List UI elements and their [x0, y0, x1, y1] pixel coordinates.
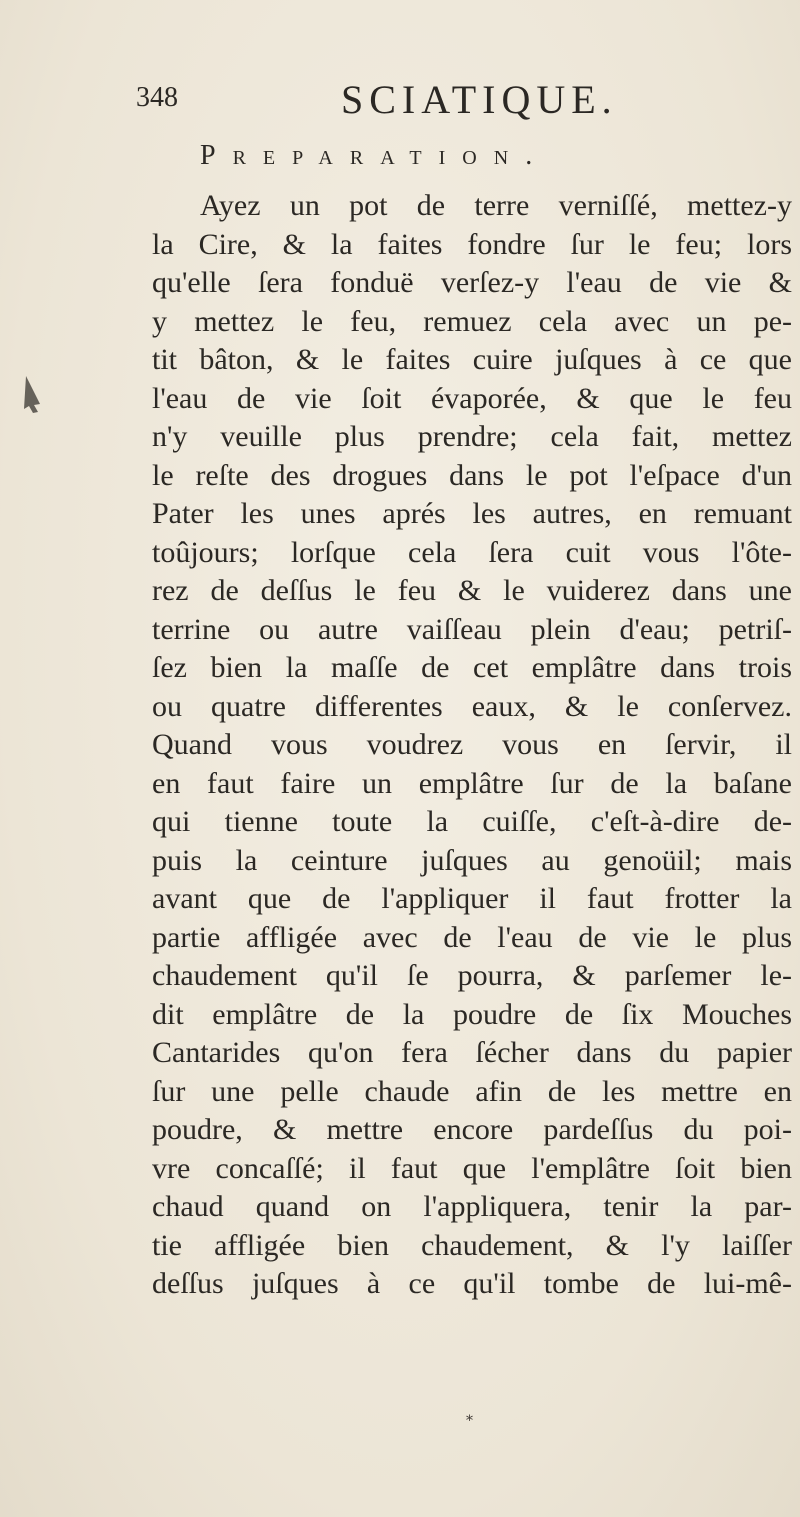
text-line: Cantarides qu'on fera ſécher dans du papier	[152, 1036, 792, 1069]
page-header	[136, 76, 776, 136]
text-line: l'eau de vie ſoit évaporée, & que le feu	[152, 381, 792, 415]
section-title: Preparation.	[200, 140, 550, 171]
text-line: chaud quand on l'appliquera, tenir la par-	[152, 1190, 792, 1223]
text-line: rez de deſſus le feu & le vuiderez dans une	[152, 574, 792, 607]
running-head: SCIATIQUE.	[341, 77, 618, 122]
text-line: n'y veuille plus prendre; cela fait, mettez	[152, 420, 792, 453]
text-line: ſez bien la maſſe de cet emplâtre dans trois	[152, 651, 792, 684]
text-line: Pater les unes aprés les autres, en remuant	[152, 497, 792, 530]
text-line: en faut faire un emplâtre ſur de la baſane	[152, 766, 792, 800]
text-line: qu'elle ſera fonduë verſez-y l'eau de vie &	[152, 266, 792, 299]
text-line: vre concaſſé; il faut que l'emplâtre ſoit bien	[152, 1151, 792, 1185]
text-line: le reſte des drogues dans le pot l'eſpace d'un	[152, 458, 792, 492]
margin-arrow-mark	[22, 374, 44, 414]
text-line: dit emplâtre de la poudre de ſix Mouches	[152, 997, 792, 1031]
text-line: chaudement qu'il ſe pourra, & parſemer le-	[152, 959, 792, 992]
text-line: avant que de l'appliquer il faut frotter la	[152, 882, 792, 915]
text-line: ſur une pelle chaude afin de les mettre en	[152, 1074, 792, 1108]
text-line: tit bâton, & le faites cuire juſques à ce que	[152, 343, 792, 376]
text-line: ou quatre differentes eaux, & le conſervez.	[152, 689, 792, 723]
text-line: puis la ceinture juſques au genoüil; mais	[152, 843, 792, 877]
text-line: y mettez le feu, remuez cela avec un pe-	[152, 304, 792, 338]
text-line: tie affligée bien chaudement, & l'y laiſſer	[152, 1228, 792, 1262]
text-line: la Cire, & la faites fondre ſur le feu; lors	[152, 227, 792, 261]
text-line: terrine ou autre vaiſſeau plein d'eau; petriſ-	[152, 612, 792, 646]
text-line: partie affligée avec de l'eau de vie le plus	[152, 920, 792, 954]
page-number: 348	[136, 82, 178, 113]
text-line: qui tienne toute la cuiſſe, c'eſt-à-dire de-	[152, 805, 792, 838]
body-text	[152, 187, 792, 1304]
text-line: toûjours; lorſque cela ſera cuit vous l'ôte-	[152, 535, 792, 569]
footer-mark: *	[466, 1413, 473, 1429]
text-line: Ayez un pot de terre verniſſé, mettez-y	[200, 189, 792, 222]
text-line: Quand vous voudrez vous en ſervir, il	[152, 728, 792, 761]
text-line: deſſus juſques à ce qu'il tombe de lui-mê-	[152, 1267, 792, 1300]
text-line: poudre, & mettre encore pardeſſus du poi-	[152, 1113, 792, 1146]
